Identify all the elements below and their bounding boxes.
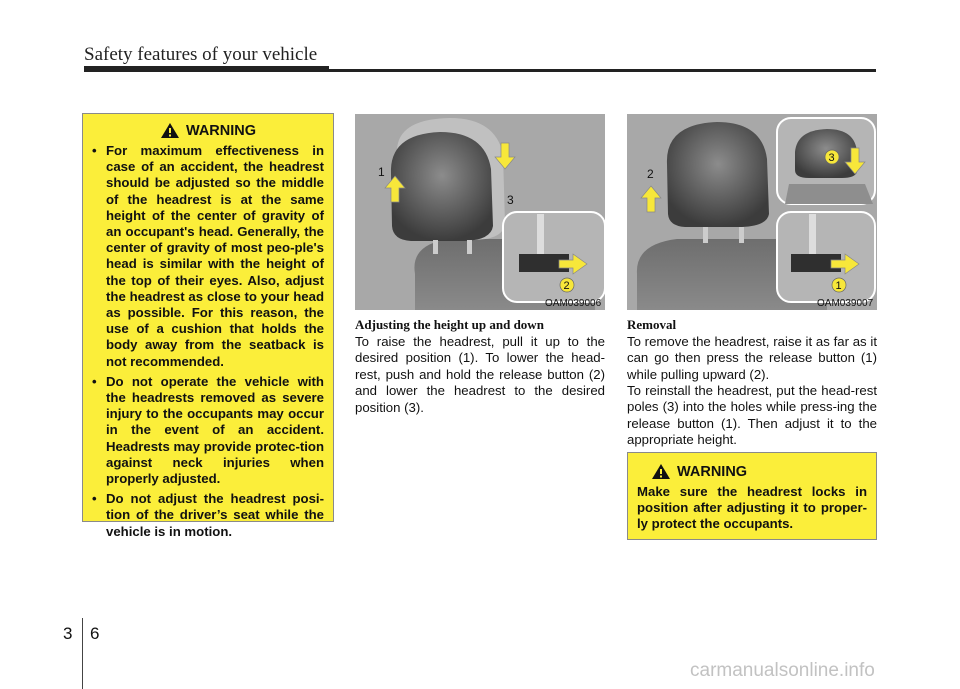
figure-label-2: 2 [563, 280, 570, 292]
warning-box-right [627, 452, 877, 540]
warning-triangle-icon [160, 122, 180, 139]
figure-code: OAM039007 [817, 298, 874, 309]
warning-heading: WARNING [637, 463, 867, 480]
figure-code: OAM039006 [545, 298, 602, 309]
header-rule-accent [84, 66, 329, 72]
headrest-adjust-figure [355, 114, 605, 310]
headrest-removal-illustration [627, 114, 877, 310]
warning-heading: WARNING [92, 122, 324, 139]
figure-label-3: 3 [828, 152, 835, 164]
warning-item: • Do not adjust the headrest posi-tion of the driver’s seat while the vehicle is in motion. [92, 491, 324, 540]
warning-list [92, 143, 324, 540]
adjust-section-body: To raise the headrest, pull it up to the desired position (1). To lower the head-rest, push and hold the release button (2) and lower the headrest to the desired position (3). [355, 334, 605, 415]
headrest-removal-figure [627, 114, 877, 310]
removal-section-title: Removal [627, 317, 677, 332]
figure-label-1: 1 [378, 165, 385, 179]
warning-triangle-icon [651, 463, 671, 480]
reinstall-section-body: To reinstall the headrest, put the head-rest poles (3) into the holes while press-ing the release button (1). Then adjust it to the appropriate height. [627, 383, 877, 448]
figure-label-2: 2 [647, 167, 654, 181]
chapter-number: 3 [63, 624, 73, 643]
warning-box-left [82, 113, 334, 539]
adjust-section-title: Adjusting the height up and down [355, 317, 544, 332]
removal-section-body: To remove the headrest, raise it as far as it can go then press the release button (1) while pulling upward (2). [627, 334, 877, 382]
warning-item: • Do not operate the vehicle with the headrests removed as severe injury to the occupants may occur in the event of an accident. Headrests may provide protec-tion against neck injuries when properly adjusted. [92, 374, 324, 487]
watermark: carmanualsonline.info [690, 660, 875, 681]
figure-label-1: 1 [835, 280, 842, 292]
page-number-divider [82, 618, 83, 689]
warning-item: • For maximum effectiveness in case of an accident, the headrest should be adjusted so the middle of the headrest is at the same height of the center of gravity of an occupant's head. Generally, the center of gravity of most peo-ple's head is similar with the height of the top of their eyes. Also, adjust the headrest as close to your head as possible. For this reason, the use of a cushion that holds the body away from the seatback is not recommended. [92, 143, 324, 370]
figure-label-3: 3 [507, 193, 514, 207]
headrest-adjust-illustration [355, 114, 605, 310]
page-header-title: Safety features of your vehicle [84, 44, 318, 65]
warning-text: Make sure the headrest locks in position after adjusting it to proper-ly protect the occupants. [637, 484, 867, 532]
page-number: 6 [90, 624, 100, 643]
